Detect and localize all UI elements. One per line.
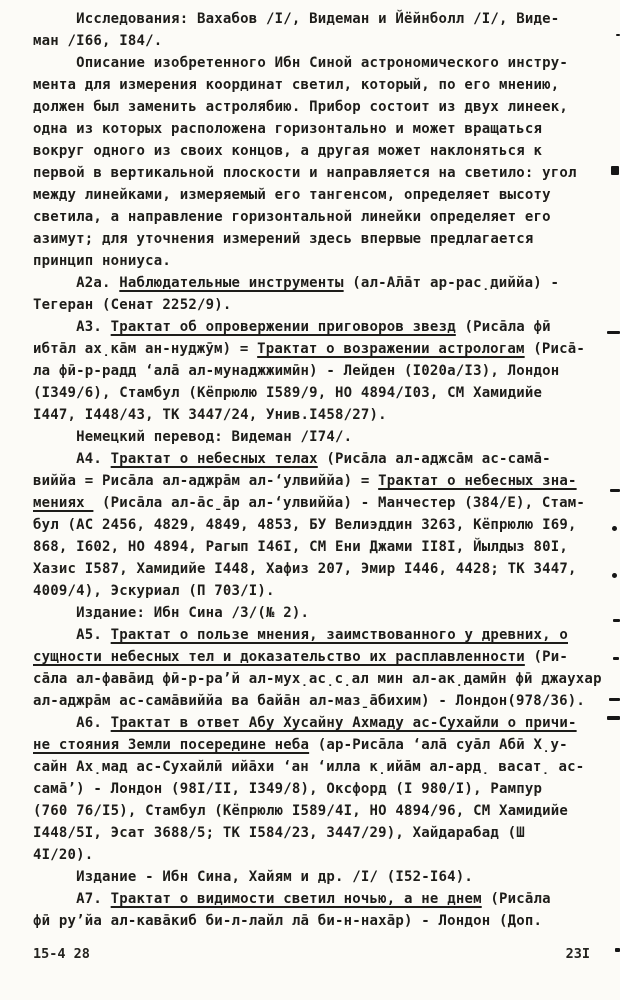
underlined-title-segment: мениях — [33, 495, 94, 511]
text-segment: А7. — [33, 891, 111, 907]
text-line — [33, 228, 596, 250]
text-line — [33, 668, 602, 690]
underlined-title-segment: Трактат об опровержении приговоров звезд — [110, 319, 456, 335]
scan-artifact — [612, 526, 617, 531]
text-segment: 868, I602, НО 4894, Рагып I46I, СМ Ени Джами II8I, Йылдыз 80I, — [33, 539, 568, 555]
text-line — [33, 756, 596, 778]
text-segment: А5. — [33, 627, 111, 643]
text-segment: бул (АС 2456, 4829, 4849, 4853, БУ Велиэддин 3263, Кёпрюлю I69, — [33, 517, 577, 533]
text-segment: ибта̄л ах̣ка̄м ан-нуджӯм) = — [33, 341, 258, 357]
text-line — [33, 514, 596, 536]
text-line — [33, 602, 596, 624]
underlined-title-segment: сущности небесных тел и доказательство их расплавленности — [33, 649, 525, 665]
text-line — [33, 888, 596, 910]
text-segment: Описание изобретенного Ибн Синой астрономического инстру- — [33, 55, 568, 71]
text-line — [33, 250, 596, 272]
text-segment: 4009/4), Эскуриал (П 703/I). — [33, 583, 275, 599]
text-line — [33, 52, 596, 74]
text-segment: (I349/6), Стамбул (Кёпрюлю I589/9, НО 4894/I03, СМ Хамидийе — [33, 385, 543, 401]
text-line — [33, 800, 596, 822]
text-line — [33, 536, 596, 558]
text-line — [33, 404, 596, 426]
underlined-title-segment: Трактат о небесных зна- — [378, 473, 577, 489]
scan-artifact — [615, 948, 620, 952]
text-line — [33, 910, 596, 932]
text-segment: ал-аджра̄м ас-сама̄виййа ва байа̄н ал-маз̱а̄бихим) - Лондон(978/36). — [33, 693, 586, 709]
text-line — [33, 712, 596, 734]
underlined-title-segment: Трактат о пользе мнения, заимствованного у древних, о — [110, 627, 568, 643]
text-segment: Хазис I587, Хамидийе I448, Хафиз 207, Эмир I446, 4428; ТК 3447, — [33, 561, 577, 577]
text-segment: должен был заменить астролябию. Прибор состоит из двух линеек, — [33, 99, 568, 115]
page-number: 23I — [565, 946, 590, 962]
text-line — [33, 118, 596, 140]
text-line — [33, 448, 596, 470]
text-segment: (Ри- — [524, 649, 568, 665]
text-segment: (760 76/I5), Стамбул (Кёпрюлю I589/4I, НО 4894/96, СМ Хамидийе — [33, 803, 568, 819]
text-segment: (Риса̄ла ал-а̄с̱а̄р ал-‘улвиййа) - Манчестер (384/Е), Стам- — [93, 495, 586, 511]
text-line — [33, 206, 596, 228]
text-line — [33, 778, 596, 800]
text-line — [33, 294, 596, 316]
text-line — [33, 822, 596, 844]
text-segment: (Риса̄ла — [481, 891, 551, 907]
text-line — [33, 382, 596, 404]
scan-artifact — [611, 166, 619, 175]
text-segment: (ал-А̄ла̄т ар-рас̣диййа) - — [343, 275, 560, 291]
text-line — [33, 184, 596, 206]
underlined-title-segment: Трактат в ответ Абу Хусайну Ахмаду ас-Сухайли о причи- — [110, 715, 577, 731]
text-line — [33, 734, 596, 756]
text-segment: первой в вертикальной плоскости и направляется на светило: угол — [33, 165, 577, 181]
text-segment: ман /I66, I84/. — [33, 33, 163, 49]
text-segment: азимут; для уточнения измерений здесь впервые предлагается — [33, 231, 534, 247]
text-segment: Издание - Ибн Сина, Хайям и др. /I/ (I52-I64). — [33, 869, 474, 885]
text-line — [33, 426, 596, 448]
text-segment: (Риса̄ла фӣ — [455, 319, 551, 335]
text-line — [33, 360, 596, 382]
text-segment: Немецкий перевод: Видеман /I74/. — [33, 429, 353, 445]
text-segment: сайн Ах̣мад ас-Сухайлӣ ийа̄хи ‘ан ‘илла к̣ийа̄м ал-ард̣ васат̣ ас- — [33, 759, 585, 775]
text-line — [33, 272, 596, 294]
scan-artifact — [609, 698, 620, 701]
page-footer — [0, 932, 620, 962]
scan-artifact — [613, 657, 619, 660]
text-segment: вокруг одного из своих концов, а другая может наклоняться к — [33, 143, 543, 159]
text-segment: фӣ ру’йа ал-кава̄киб би-л-лайл ла̄ би-н-наха̄р) - Лондон (Доп. — [33, 913, 543, 929]
scan-artifact — [616, 34, 620, 36]
scan-artifact — [607, 716, 620, 720]
underlined-title-segment: не стояния Земли посередине неба — [33, 737, 310, 753]
text-line — [33, 140, 596, 162]
text-segment: виййа = Риса̄ла ал-аджра̄м ал-‘улвиййа) = — [33, 473, 379, 489]
text-segment: 4I/20). — [33, 847, 94, 863]
text-line — [33, 624, 596, 646]
text-segment: А3. — [33, 319, 111, 335]
text-segment: Исследования: Вахабов /I/, Видеман и Йёйнболл /I/, Виде- — [33, 11, 560, 27]
text-line — [33, 96, 596, 118]
text-segment: мента для измерения координат светил, который, по его мнению, — [33, 77, 560, 93]
scan-artifact — [607, 331, 620, 334]
print-signature: 15-4 28 — [33, 946, 90, 962]
text-segment: I448/5I, Эсат 3688/5; ТК I584/23, 3447/29), Хайдарабад (Ш — [33, 825, 525, 841]
underlined-title-segment: Трактат о небесных телах — [110, 451, 318, 467]
text-line — [33, 162, 596, 184]
text-segment: (Риса̄- — [524, 341, 586, 357]
text-segment: А6. — [33, 715, 111, 731]
text-line — [33, 316, 596, 338]
text-segment: (ар-Риса̄ла ‘ала̄ суа̄л Абӣ Х̣у- — [309, 737, 568, 753]
scan-artifact — [612, 573, 617, 578]
underlined-title-segment: Трактат о видимости светил ночью, а не днем — [110, 891, 482, 907]
text-line — [33, 30, 596, 52]
text-segment: А4. — [33, 451, 111, 467]
text-segment: между линейками, измеряемый его тангенсом, определяет высоту — [33, 187, 551, 203]
text-segment: ла фӣ-р-радд ‘ала̄ ал-мунаджжимӣн) - Лейден (I020а/I3), Лондон — [33, 363, 560, 379]
text-segment: принцип нониуса. — [33, 253, 172, 269]
scan-artifact — [610, 489, 620, 492]
text-segment: (Риса̄ла ал-аджса̄м ас-сама̄- — [317, 451, 551, 467]
text-line — [33, 646, 596, 668]
text-line — [33, 558, 596, 580]
text-line — [33, 492, 596, 514]
underlined-title-segment: Наблюдательные инструменты — [119, 275, 344, 291]
text-line — [33, 580, 596, 602]
text-segment: I447, I448/43, ТК 3447/24, Унив.I458/27). — [33, 407, 387, 423]
text-segment: одна из которых расположена горизонтально и может вращаться — [33, 121, 543, 137]
text-line — [33, 866, 596, 888]
text-line — [33, 8, 596, 30]
text-line — [33, 470, 596, 492]
text-segment: Тегеран (Сенат 2252/9). — [33, 297, 232, 313]
text-line — [33, 74, 596, 96]
text-line — [33, 690, 596, 712]
underlined-title-segment: Трактат о возражении астрологам — [257, 341, 525, 357]
text-segment: са̄ла ал-фава̄ид фӣ-р-ра’й ал-мух̣ас̣с̣ал мин ал-ак̣дамӣн фӣ джаухар — [33, 671, 602, 687]
text-segment: Издание: Ибн Сина /3/(№ 2). — [33, 605, 310, 621]
text-segment: сама̄’) - Лондон (98I/II, I349/8), Оксфорд (I 980/I), Рампур — [33, 781, 543, 797]
scan-artifact — [613, 619, 620, 622]
text-line — [33, 338, 596, 360]
text-segment: светила, а направление горизонтальной линейки определяет его — [33, 209, 551, 225]
text-line — [33, 844, 596, 866]
text-segment: А2а. — [33, 275, 120, 291]
